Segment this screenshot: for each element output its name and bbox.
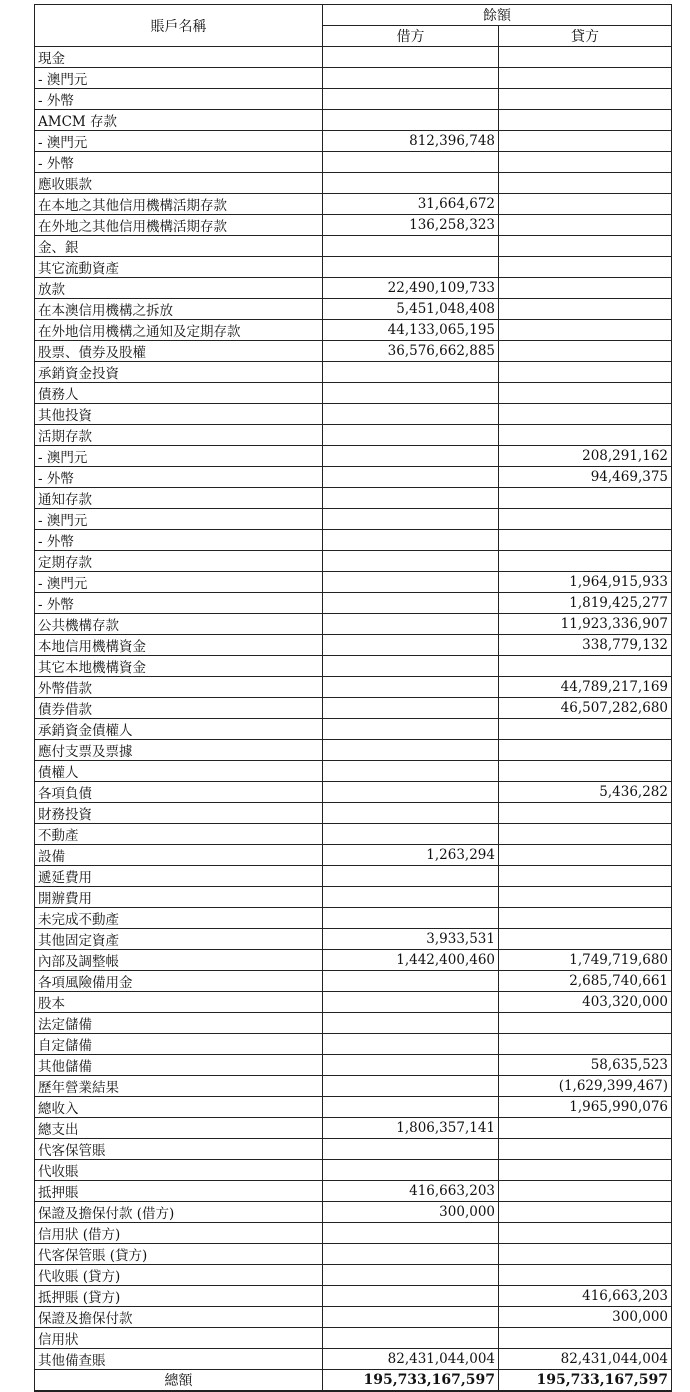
debit-cell: 1,806,357,141 <box>323 1118 499 1139</box>
credit-cell <box>499 89 672 110</box>
table-row <box>35 782 672 803</box>
debit-cell <box>323 236 499 257</box>
credit-cell <box>499 656 672 677</box>
credit-cell <box>499 509 672 530</box>
table-row <box>35 1286 672 1307</box>
account-name-cell: - 外幣 <box>35 89 323 110</box>
debit-cell <box>323 173 499 194</box>
table-row <box>35 278 672 299</box>
table-row <box>35 1202 672 1223</box>
debit-cell <box>323 782 499 803</box>
table-row <box>35 572 672 593</box>
table-row <box>35 803 672 824</box>
balance-header: 餘額 <box>323 5 672 26</box>
credit-cell <box>499 761 672 782</box>
debit-cell <box>323 971 499 992</box>
table-row <box>35 404 672 425</box>
credit-cell: 82,431,044,004 <box>499 1349 672 1370</box>
account-name-cell: 通知存款 <box>35 488 323 509</box>
table-row <box>35 845 672 866</box>
debit-cell <box>323 1223 499 1244</box>
table-row <box>35 530 672 551</box>
account-name-cell: 代客保管賬 <box>35 1139 323 1160</box>
debit-cell <box>323 593 499 614</box>
account-name-cell: 總支出 <box>35 1118 323 1139</box>
credit-cell <box>499 131 672 152</box>
account-name-cell: - 澳門元 <box>35 572 323 593</box>
debit-cell <box>323 488 499 509</box>
table-row <box>35 1160 672 1181</box>
debit-header: 借方 <box>323 26 499 47</box>
table-row <box>35 719 672 740</box>
debit-cell <box>323 152 499 173</box>
total-row <box>35 1370 672 1392</box>
account-name-cell: 債權人 <box>35 761 323 782</box>
account-name-cell: - 澳門元 <box>35 446 323 467</box>
table-row <box>35 1034 672 1055</box>
account-name-cell: 承銷資金債權人 <box>35 719 323 740</box>
table-row <box>35 488 672 509</box>
credit-cell <box>499 929 672 950</box>
table-row <box>35 1244 672 1265</box>
account-name-cell: 自定儲備 <box>35 1034 323 1055</box>
credit-cell <box>499 1244 672 1265</box>
table-row <box>35 1307 672 1328</box>
account-name-cell: 金、銀 <box>35 236 323 257</box>
debit-cell <box>323 1265 499 1286</box>
table-row <box>35 677 672 698</box>
account-name-cell: 放款 <box>35 278 323 299</box>
table-row <box>35 551 672 572</box>
debit-cell <box>323 1097 499 1118</box>
credit-cell <box>499 845 672 866</box>
table-row <box>35 341 672 362</box>
debit-cell <box>323 1307 499 1328</box>
debit-cell <box>323 383 499 404</box>
debit-cell <box>323 89 499 110</box>
debit-cell <box>323 614 499 635</box>
debit-cell <box>323 68 499 89</box>
debit-cell <box>323 824 499 845</box>
debit-cell <box>323 1286 499 1307</box>
credit-cell <box>499 1139 672 1160</box>
debit-cell <box>323 887 499 908</box>
credit-cell <box>499 1118 672 1139</box>
account-name-cell: 歷年營業結果 <box>35 1076 323 1097</box>
account-name-header: 賬戶名稱 <box>35 5 323 47</box>
table-row <box>35 131 672 152</box>
credit-cell <box>499 194 672 215</box>
table-row <box>35 1328 672 1349</box>
table-row <box>35 698 672 719</box>
account-name-cell: 法定儲備 <box>35 1013 323 1034</box>
credit-cell <box>499 719 672 740</box>
credit-cell: 1,819,425,277 <box>499 593 672 614</box>
table-row <box>35 173 672 194</box>
account-name-cell: 債券借款 <box>35 698 323 719</box>
credit-cell <box>499 488 672 509</box>
credit-cell <box>499 341 672 362</box>
credit-cell: 403,320,000 <box>499 992 672 1013</box>
credit-cell: 416,663,203 <box>499 1286 672 1307</box>
credit-cell: 208,291,162 <box>499 446 672 467</box>
table-row <box>35 614 672 635</box>
credit-cell <box>499 1160 672 1181</box>
credit-cell: 46,507,282,680 <box>499 698 672 719</box>
account-name-cell: 代收賬 <box>35 1160 323 1181</box>
debit-cell <box>323 635 499 656</box>
credit-cell: 44,789,217,169 <box>499 677 672 698</box>
credit-cell <box>499 320 672 341</box>
debit-cell <box>323 992 499 1013</box>
table-row <box>35 509 672 530</box>
credit-cell <box>499 215 672 236</box>
debit-cell: 300,000 <box>323 1202 499 1223</box>
debit-cell <box>323 425 499 446</box>
debit-cell <box>323 551 499 572</box>
credit-cell: 11,923,336,907 <box>499 614 672 635</box>
table-row <box>35 467 672 488</box>
debit-cell <box>323 1034 499 1055</box>
account-name-cell: - 外幣 <box>35 467 323 488</box>
table-header-row <box>35 5 672 26</box>
account-name-cell: 債務人 <box>35 383 323 404</box>
debit-cell <box>323 1013 499 1034</box>
account-name-cell: 本地信用機構資金 <box>35 635 323 656</box>
account-name-cell: 未完成不動產 <box>35 908 323 929</box>
debit-cell <box>323 698 499 719</box>
table-row <box>35 1118 672 1139</box>
account-name-cell: 各項負債 <box>35 782 323 803</box>
account-name-cell: 抵押賬 (貸方) <box>35 1286 323 1307</box>
table-row <box>35 194 672 215</box>
account-name-cell: 定期存款 <box>35 551 323 572</box>
table-row <box>35 446 672 467</box>
table-row <box>35 47 672 68</box>
account-name-cell: 其他備查賬 <box>35 1349 323 1370</box>
table-row <box>35 593 672 614</box>
debit-cell: 5,451,048,408 <box>323 299 499 320</box>
credit-cell <box>499 740 672 761</box>
credit-cell <box>499 173 672 194</box>
debit-cell: 416,663,203 <box>323 1181 499 1202</box>
credit-cell <box>499 236 672 257</box>
table-row <box>35 929 672 950</box>
credit-cell <box>499 1013 672 1034</box>
table-row <box>35 740 672 761</box>
credit-cell: (1,629,399,467) <box>499 1076 672 1097</box>
debit-cell <box>323 740 499 761</box>
table-body <box>35 47 672 1370</box>
account-name-cell: 代客保管賬 (貸方) <box>35 1244 323 1265</box>
credit-cell <box>499 1202 672 1223</box>
account-name-cell: 開辦費用 <box>35 887 323 908</box>
account-name-cell: 各項風險備用金 <box>35 971 323 992</box>
total-debit: 195,733,167,597 <box>323 1370 499 1392</box>
debit-cell <box>323 1244 499 1265</box>
account-name-cell: 應收賬款 <box>35 173 323 194</box>
credit-cell: 338,779,132 <box>499 635 672 656</box>
table-row <box>35 824 672 845</box>
debit-cell <box>323 1076 499 1097</box>
debit-cell <box>323 110 499 131</box>
debit-cell <box>323 908 499 929</box>
credit-cell <box>499 908 672 929</box>
debit-cell <box>323 761 499 782</box>
credit-cell <box>499 299 672 320</box>
account-name-cell: 財務投資 <box>35 803 323 824</box>
debit-cell: 1,263,294 <box>323 845 499 866</box>
credit-cell <box>499 803 672 824</box>
debit-cell <box>323 1328 499 1349</box>
debit-cell <box>323 467 499 488</box>
debit-cell <box>323 572 499 593</box>
credit-cell <box>499 1328 672 1349</box>
table-row <box>35 320 672 341</box>
account-name-cell: 股票、債券及股權 <box>35 341 323 362</box>
credit-cell <box>499 257 672 278</box>
debit-cell <box>323 404 499 425</box>
credit-cell: 1,749,719,680 <box>499 950 672 971</box>
debit-cell: 136,258,323 <box>323 215 499 236</box>
debit-cell <box>323 866 499 887</box>
account-name-cell: 應付支票及票據 <box>35 740 323 761</box>
account-name-cell: 公共機構存款 <box>35 614 323 635</box>
debit-cell <box>323 1055 499 1076</box>
credit-cell: 94,469,375 <box>499 467 672 488</box>
credit-cell <box>499 383 672 404</box>
debit-cell: 36,576,662,885 <box>323 341 499 362</box>
table-row <box>35 1139 672 1160</box>
trial-balance-table <box>34 4 672 1392</box>
table-row <box>35 1097 672 1118</box>
credit-cell <box>499 551 672 572</box>
table-row <box>35 971 672 992</box>
table-row <box>35 89 672 110</box>
credit-cell <box>499 1265 672 1286</box>
account-name-cell: 不動產 <box>35 824 323 845</box>
table-row <box>35 1265 672 1286</box>
table-row <box>35 992 672 1013</box>
table-row <box>35 1013 672 1034</box>
debit-cell: 3,933,531 <box>323 929 499 950</box>
credit-cell: 1,964,915,933 <box>499 572 672 593</box>
total-credit: 195,733,167,597 <box>499 1370 672 1392</box>
debit-cell <box>323 719 499 740</box>
table-row <box>35 110 672 131</box>
debit-cell: 812,396,748 <box>323 131 499 152</box>
account-name-cell: 現金 <box>35 47 323 68</box>
debit-cell <box>323 530 499 551</box>
table-row <box>35 362 672 383</box>
account-name-cell: 信用狀 (借方) <box>35 1223 323 1244</box>
table-row <box>35 68 672 89</box>
credit-cell <box>499 362 672 383</box>
debit-cell <box>323 257 499 278</box>
account-name-cell: 遞延費用 <box>35 866 323 887</box>
total-label: 總額 <box>35 1370 323 1392</box>
account-name-cell: 保證及擔保付款 <box>35 1307 323 1328</box>
account-name-cell: 其他投資 <box>35 404 323 425</box>
credit-cell: 2,685,740,661 <box>499 971 672 992</box>
table-row <box>35 866 672 887</box>
account-name-cell: - 外幣 <box>35 593 323 614</box>
credit-cell <box>499 404 672 425</box>
account-name-cell: 外幣借款 <box>35 677 323 698</box>
account-name-cell: - 外幣 <box>35 530 323 551</box>
debit-cell <box>323 677 499 698</box>
account-name-cell: 保證及擔保付款 (借方) <box>35 1202 323 1223</box>
credit-cell: 58,635,523 <box>499 1055 672 1076</box>
account-name-cell: 抵押賬 <box>35 1181 323 1202</box>
account-name-cell: 信用狀 <box>35 1328 323 1349</box>
account-name-cell: 設備 <box>35 845 323 866</box>
table-row <box>35 236 672 257</box>
account-name-cell: 其他儲備 <box>35 1055 323 1076</box>
account-name-cell: 在本地之其他信用機構活期存款 <box>35 194 323 215</box>
debit-cell <box>323 446 499 467</box>
debit-cell <box>323 803 499 824</box>
table-row <box>35 299 672 320</box>
table-row <box>35 215 672 236</box>
credit-cell <box>499 152 672 173</box>
debit-cell: 1,442,400,460 <box>323 950 499 971</box>
credit-cell <box>499 425 672 446</box>
debit-cell <box>323 509 499 530</box>
table-row <box>35 425 672 446</box>
account-name-cell: 其它本地機構資金 <box>35 656 323 677</box>
debit-cell <box>323 362 499 383</box>
account-name-cell: 其他固定資產 <box>35 929 323 950</box>
debit-cell: 22,490,109,733 <box>323 278 499 299</box>
debit-cell: 82,431,044,004 <box>323 1349 499 1370</box>
trial-balance-sheet <box>34 4 671 1392</box>
table-row <box>35 761 672 782</box>
account-name-cell: - 澳門元 <box>35 131 323 152</box>
credit-cell <box>499 1223 672 1244</box>
table-row <box>35 950 672 971</box>
credit-cell: 300,000 <box>499 1307 672 1328</box>
credit-cell <box>499 824 672 845</box>
table-row <box>35 1349 672 1370</box>
account-name-cell: 總收入 <box>35 1097 323 1118</box>
debit-cell <box>323 656 499 677</box>
account-name-cell: AMCM 存款 <box>35 110 323 131</box>
account-name-cell: 在本澳信用機構之拆放 <box>35 299 323 320</box>
credit-header: 貸方 <box>499 26 672 47</box>
table-row <box>35 257 672 278</box>
debit-cell: 31,664,672 <box>323 194 499 215</box>
credit-cell <box>499 1034 672 1055</box>
credit-cell <box>499 1181 672 1202</box>
table-row <box>35 1076 672 1097</box>
table-row <box>35 908 672 929</box>
account-name-cell: 在外地信用機構之通知及定期存款 <box>35 320 323 341</box>
account-name-cell: 承銷資金投資 <box>35 362 323 383</box>
table-row <box>35 383 672 404</box>
account-name-cell: 內部及調整帳 <box>35 950 323 971</box>
credit-cell <box>499 866 672 887</box>
table-row <box>35 1223 672 1244</box>
table-row <box>35 656 672 677</box>
credit-cell <box>499 68 672 89</box>
account-name-cell: - 澳門元 <box>35 68 323 89</box>
account-name-cell: 代收賬 (貸方) <box>35 1265 323 1286</box>
table-row <box>35 887 672 908</box>
debit-cell: 44,133,065,195 <box>323 320 499 341</box>
table-row <box>35 1055 672 1076</box>
credit-cell: 5,436,282 <box>499 782 672 803</box>
credit-cell: 1,965,990,076 <box>499 1097 672 1118</box>
table-row <box>35 635 672 656</box>
table-row <box>35 1181 672 1202</box>
table-row <box>35 152 672 173</box>
account-name-cell: - 外幣 <box>35 152 323 173</box>
account-name-cell: - 澳門元 <box>35 509 323 530</box>
account-name-cell: 其它流動資產 <box>35 257 323 278</box>
debit-cell <box>323 1160 499 1181</box>
credit-cell <box>499 887 672 908</box>
account-name-cell: 活期存款 <box>35 425 323 446</box>
debit-cell <box>323 1139 499 1160</box>
credit-cell <box>499 110 672 131</box>
account-name-cell: 股本 <box>35 992 323 1013</box>
credit-cell <box>499 530 672 551</box>
debit-cell <box>323 47 499 68</box>
account-name-cell: 在外地之其他信用機構活期存款 <box>35 215 323 236</box>
credit-cell <box>499 278 672 299</box>
credit-cell <box>499 47 672 68</box>
